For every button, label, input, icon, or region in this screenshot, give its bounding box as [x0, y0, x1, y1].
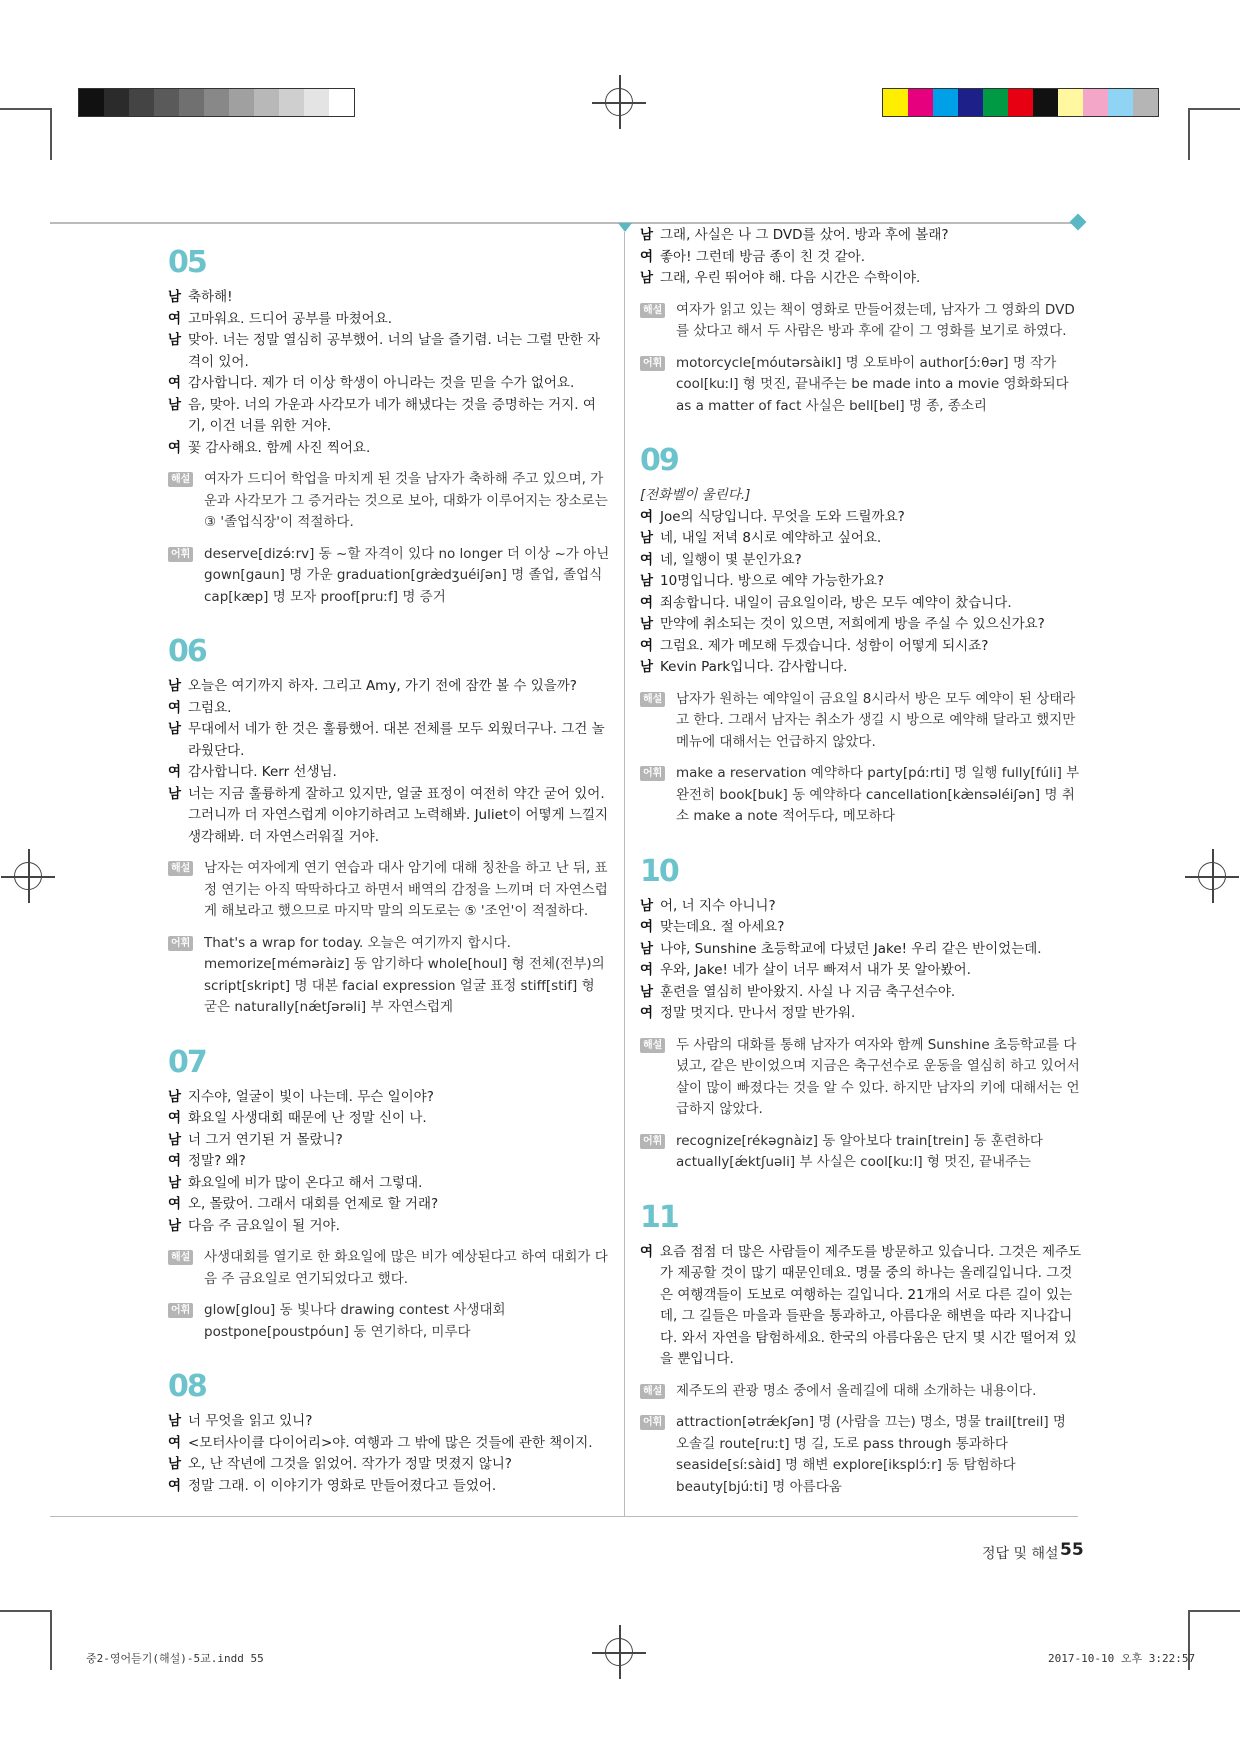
vocab-tag: 어휘: [640, 1134, 665, 1149]
explanation: [168, 1247, 610, 1290]
section-08: [640, 225, 1082, 417]
slug-filename: 중2-영어듣기(해설)-5교.indd 55: [86, 1652, 264, 1665]
stage-direction: [전화벨이 울린다.]: [640, 487, 751, 503]
dialogue-text: 좋아! 그런데 방금 종이 친 것 같아.: [660, 248, 865, 265]
vocab-tag: 어휘: [640, 1415, 665, 1430]
dialogue-text: 너 그거 연기된 거 몰랐니?: [188, 1131, 343, 1148]
crop-mark: [0, 1610, 50, 1612]
dialogue-line: [640, 593, 1082, 615]
dialogue-line: [640, 528, 1082, 550]
color-swatch: [933, 89, 958, 116]
speaker-label: 남: [640, 983, 654, 1000]
dialogue-text: 감사합니다. 제가 더 이상 학생이 아니라는 것을 믿을 수가 없어요.: [188, 375, 575, 391]
dialogue-line: [168, 1216, 610, 1238]
speaker-label: 남: [168, 678, 182, 694]
dialogue: [168, 1087, 610, 1238]
color-swatch: [79, 89, 104, 116]
dialogue-text: 정말 멋지다. 만나서 정말 반가워.: [660, 1005, 856, 1021]
speaker-label: 여: [168, 1110, 182, 1126]
explanation: [640, 1035, 1082, 1121]
registration-mark: [1198, 862, 1226, 890]
dialogue-text: 정말 그래. 이 이야기가 영화로 만들어졌다고 들었어.: [188, 1477, 497, 1494]
page-number: 55: [1060, 1540, 1084, 1560]
crop-mark: [50, 108, 52, 160]
speaker-label: 여: [640, 508, 654, 525]
speaker-label: 남: [168, 721, 182, 737]
explanation-text: 남자가 원하는 예약일이 금요일 8시라서 방은 모두 예약이 된 상태라고 한다. 그래서 남자는 취소가 생길 시 방으로 예약해 달라고 했지만 메뉴에 대해서는 언급하지 않았다.: [676, 690, 1076, 750]
color-swatch: [129, 89, 154, 116]
section-number: 09: [640, 443, 678, 478]
dialogue-line: [168, 1173, 610, 1195]
dialogue-line: [168, 1454, 610, 1476]
dialogue-line: [640, 939, 1082, 961]
color-swatch: [983, 89, 1008, 116]
color-swatch: [908, 89, 933, 116]
dialogue-text: Kevin Park입니다. 감사합니다.: [660, 659, 848, 675]
explanation-tag: 해설: [640, 1384, 665, 1399]
vocab-tag: 어휘: [168, 936, 193, 951]
speaker-label: 남: [168, 1217, 182, 1234]
dialogue-line: [168, 373, 610, 395]
speaker-label: 남: [168, 396, 182, 413]
vocab-text: That's a wrap for today. 오늘은 여기까지 합시다. memorize[méməràiz] 동 암기하다 whole[houl] 형 전체(전부)의 script[skript] 명 대본 facial expression 얼굴 표정 stiff[stif] 형 굳은 naturally[nǽtʃərəli] 부 자연스럽게: [204, 934, 605, 1015]
vocabulary: [640, 1131, 1082, 1174]
top-rule: [50, 222, 1078, 224]
dialogue-text: 그럼요.: [188, 699, 232, 716]
dialogue-text: 네, 일행이 몇 분인가요?: [660, 551, 802, 568]
vocab-tag: 어휘: [640, 766, 665, 781]
section-number: 05: [168, 245, 206, 280]
dialogue-line: [640, 1242, 1082, 1371]
color-swatch: [1133, 89, 1158, 116]
dialogue: [640, 507, 1082, 679]
speaker-label: 남: [640, 616, 654, 632]
dialogue-line: [168, 287, 610, 309]
speaker-label: 여: [168, 375, 182, 391]
color-swatch: [279, 89, 304, 116]
dialogue-text: Joe의 식당입니다. 무엇을 도와 드릴까요?: [660, 508, 905, 525]
section-number: 11: [640, 1199, 678, 1235]
vocab-text: recognize[rékəgnàiz] 동 알아보다 train[trein] 동 훈련하다 actually[ǽktʃuəli] 부 사실은 cool[kuːl] 형 멋진, 끝내주는: [676, 1132, 1043, 1170]
dialogue-line: [168, 1433, 610, 1455]
dialogue-text: 10명입니다. 방으로 예약 가능한가요?: [660, 573, 885, 589]
dialogue-line: [640, 636, 1082, 658]
dialogue-line: [168, 1108, 610, 1130]
color-swatch: [1008, 89, 1033, 116]
speaker-label: 남: [168, 289, 182, 305]
dialogue-line: [168, 395, 610, 438]
dialogue-line: [640, 657, 1082, 679]
vocabulary: [168, 1300, 610, 1343]
dialogue-text: 지수야, 얼굴이 빛이 나는데. 무슨 일이야?: [188, 1088, 434, 1105]
dialogue: [168, 1411, 610, 1497]
dialogue-line: [168, 1411, 610, 1433]
explanation-text: 남자는 여자에게 연기 연습과 대사 암기에 대해 칭찬을 하고 난 뒤, 표정 연기는 아직 딱딱하다고 하면서 배역의 감정을 느끼며 더 자연스럽게 해보라고 했으므로 마지막 말의 의도로는 ⑤ '조언'이 적절하다.: [204, 860, 608, 919]
vocab-text: glow[glou] 동 빛나다 drawing contest 사생대회 postpone[poustpóun] 동 연기하다, 미루다: [204, 1302, 506, 1340]
color-swatch: [329, 89, 354, 116]
section-10: [640, 854, 1082, 1174]
crop-mark: [1188, 1610, 1240, 1612]
speaker-label: 남: [168, 1088, 182, 1105]
speaker-label: 여: [640, 1005, 654, 1021]
dialogue-text: 우와, Jake! 네가 살이 너무 빠져서 내가 못 알아봤어.: [660, 962, 971, 978]
vocabulary: [168, 544, 610, 609]
dialogue-text: 그래, 우린 뛰어야 해. 다음 시간은 수학이야.: [660, 270, 921, 286]
speaker-label: 여: [168, 439, 182, 456]
dialogue-line: [640, 982, 1082, 1004]
vocabulary: [640, 353, 1082, 418]
dialogue-line: [640, 507, 1082, 529]
right-column: [640, 227, 1082, 1524]
speaker-label: 여: [168, 1434, 182, 1451]
explanation: [168, 469, 610, 534]
dialogue-text: 화요일에 비가 많이 온다고 해서 그렇대.: [188, 1174, 423, 1191]
dialogue-line: [640, 571, 1082, 593]
speaker-label: 남: [168, 1131, 182, 1148]
vocab-text: motorcycle[móutərsàikl] 명 오토바이 author[ɔ́ːθər] 명 작가 cool[kuːl] 형 멋진, 끝내주는 be made into a movie 영화화되다 as a matter of fact 사실은 bell[bel] 명 종, 종소리: [676, 354, 1069, 414]
registration-mark: [605, 88, 633, 116]
explanation-tag: 해설: [640, 1038, 665, 1053]
dialogue-line: [168, 309, 610, 331]
color-swatch: [179, 89, 204, 116]
speaker-label: 남: [168, 785, 182, 802]
dialogue-text: 그래, 사실은 나 그 DVD를 샀어. 방과 후에 볼래?: [660, 227, 949, 243]
dialogue-text: 그럼요. 제가 메모해 두겠습니다. 성함이 어떻게 되시죠?: [660, 637, 989, 654]
dialogue-text: 꽃 감사해요. 함께 사진 찍어요.: [188, 439, 371, 456]
speaker-label: 여: [640, 919, 654, 935]
dialogue-text: <모터사이클 다이어리>야. 여행과 그 밖에 많은 것들에 관한 책이지.: [188, 1434, 593, 1451]
dialogue-text: 너 무엇을 읽고 있니?: [188, 1413, 313, 1429]
dialogue: [640, 225, 1082, 290]
dialogue-line: [168, 719, 610, 762]
dialogue-text: 죄송합니다. 내일이 금요일이라, 방은 모두 예약이 찼습니다.: [660, 594, 1012, 611]
color-swatch: [1058, 89, 1083, 116]
dialogue: [168, 287, 610, 459]
dialogue-line: [640, 917, 1082, 939]
speaker-label: 여: [168, 699, 182, 716]
explanation: [640, 300, 1082, 343]
dialogue-line: [168, 784, 610, 849]
vocabulary: [640, 1412, 1082, 1498]
speaker-label: 남: [168, 1413, 182, 1429]
crop-mark: [1188, 108, 1240, 110]
crop-mark: [50, 1610, 52, 1670]
vocab-text: deserve[dizə́ːrv] 동 ~할 자격이 있다 no longer 더 이상 ~가 아닌 gown[gaun] 명 가운 graduation[græ̀dʒuéiʃən] 명 졸업, 졸업식 cap[kæp] 명 모자 proof[pruːf] 명 증거: [204, 545, 610, 605]
vocab-tag: 어휘: [640, 356, 665, 371]
dialogue-text: 음, 맞아. 너의 가운과 사각모가 네가 해냈다는 것을 증명하는 거지. 여기, 이건 너를 위한 거야.: [188, 396, 596, 434]
dialogue-line: [168, 762, 610, 784]
dialogue-line: [168, 698, 610, 720]
section-number: 06: [168, 634, 206, 669]
explanation-text: 여자가 읽고 있는 책이 영화로 만들어졌는데, 남자가 그 영화의 DVD를 샀다고 해서 두 사람은 방과 후에 같이 그 영화를 보기로 하였다.: [676, 301, 1075, 339]
dialogue-line: [168, 1151, 610, 1173]
dialogue-line: [640, 614, 1082, 636]
left-column: [168, 245, 610, 1497]
color-swatch: [254, 89, 279, 116]
explanation: [640, 689, 1082, 754]
dialogue-text: 무대에서 네가 한 것은 훌륭했어. 대본 전체를 모두 외웠더구나. 그건 놀라웠단다.: [188, 721, 605, 759]
speaker-label: 남: [640, 227, 654, 243]
speaker-label: 남: [640, 940, 654, 957]
dialogue-text: 화요일 사생대회 때문에 난 정말 신이 나.: [188, 1110, 427, 1126]
dialogue-line: [168, 1194, 610, 1216]
explanation-text: 여자가 드디어 학업을 마치게 된 것을 남자가 축하해 주고 있으며, 가운과 사각모가 그 증거라는 것으로 보아, 대화가 이루어지는 장소로는 ③ '졸업식장'이 적절하다.: [204, 471, 608, 530]
color-swatch: [204, 89, 229, 116]
section-number: 07: [168, 1044, 206, 1080]
speaker-label: 여: [168, 1153, 182, 1169]
dialogue-text: 네, 내일 저녁 8시로 예약하고 싶어요.: [660, 530, 882, 546]
explanation: [168, 858, 610, 923]
registration-mark: [14, 862, 42, 890]
explanation: [640, 1381, 1082, 1403]
speaker-label: 여: [168, 764, 182, 780]
crop-mark: [0, 108, 50, 110]
explanation-tag: 해설: [168, 861, 193, 876]
dialogue-text: 오늘은 여기까지 하자. 그리고 Amy, 가기 전에 잠깐 볼 수 있을까?: [188, 678, 577, 694]
explanation-tag: 해설: [168, 1250, 193, 1265]
speaker-label: 남: [640, 659, 654, 675]
vocab-tag: 어휘: [168, 547, 193, 562]
dialogue-text: 훈련을 열심히 받아왔지. 사실 나 지금 축구선수야.: [660, 983, 956, 1000]
speaker-label: 남: [640, 530, 654, 546]
color-swatch: [1083, 89, 1108, 116]
column-marker: [618, 223, 632, 232]
dialogue-line: [168, 438, 610, 460]
speaker-label: 여: [640, 1243, 654, 1260]
color-swatch: [1108, 89, 1133, 116]
speaker-label: 여: [640, 248, 654, 265]
footer-title: 정답 및 해설: [982, 1546, 1059, 1562]
speaker-label: 여: [168, 310, 182, 327]
crop-mark: [1188, 108, 1190, 160]
speaker-label: 여: [640, 594, 654, 611]
vocabulary: [168, 933, 610, 1019]
color-swatch: [304, 89, 329, 116]
section-09: [640, 443, 1082, 828]
speaker-label: 남: [640, 897, 654, 914]
vocabulary: [640, 763, 1082, 828]
section-08: [168, 1369, 610, 1497]
speaker-label: 여: [640, 637, 654, 654]
section-05: [168, 245, 610, 608]
explanation-text: 제주도의 관광 명소 중에서 올레길에 대해 소개하는 내용이다.: [676, 1382, 1037, 1399]
dialogue-text: 오, 몰랐어. 그래서 대회를 언제로 할 거래?: [188, 1196, 439, 1212]
dialogue-text: 어, 너 지수 아니니?: [660, 897, 776, 914]
dialogue-text: 요즘 점점 더 많은 사람들이 제주도를 방문하고 있습니다. 그것은 제주도가 제공할 것이 많기 때문인데요. 명물 중의 하나는 올레길입니다. 그것은 여행객들이 도보로 여행하는 길입니다. 21개의 서로 다른 길이 있는데, 그 길들은 마을과 들판을 통과하고, 아름다운 해변을 따라 지나갑니다. 와서 자연을 탐험하세요. 한국의 아름다움은 단지 몇 시간 떨어져 있을 뿐입니다.: [660, 1243, 1082, 1367]
section-11: [640, 1200, 1082, 1499]
process-color-bar: [882, 88, 1159, 117]
dialogue-text: 축하해!: [188, 289, 233, 305]
dialogue-line: [640, 960, 1082, 982]
color-swatch: [1033, 89, 1058, 116]
color-swatch: [154, 89, 179, 116]
dialogue-line: [168, 1130, 610, 1152]
dialogue-text: 만약에 취소되는 것이 있으면, 저희에게 방을 주실 수 있으신가요?: [660, 616, 1045, 632]
section-number: 10: [640, 853, 678, 889]
dialogue-text: 감사합니다. Kerr 선생님.: [188, 764, 337, 780]
dialogue-line: [168, 1476, 610, 1498]
speaker-label: 여: [168, 1196, 182, 1212]
vocab-text: make a reservation 예약하다 party[pɑ́ːrti] 명 일행 fully[fúli] 부 완전히 book[buk] 동 예약하다 cancellation[kæ̀nsəléiʃən] 명 취소 make a note 적어두다, 메모하다: [676, 765, 1080, 824]
column-divider: [624, 232, 625, 1517]
explanation-tag: 해설: [640, 303, 665, 318]
dialogue-text: 나야, Sunshine 초등학교에 다녔던 Jake! 우리 같은 반이었는데.: [660, 940, 1042, 957]
dialogue-text: 고마워요. 드디어 공부를 마쳤어요.: [188, 310, 393, 327]
dialogue-text: 정말? 왜?: [188, 1153, 246, 1169]
speaker-label: 남: [640, 270, 654, 286]
dialogue-text: 맞는데요. 절 아세요?: [660, 919, 785, 935]
dialogue-line: [640, 225, 1082, 247]
speaker-label: 남: [168, 1456, 182, 1472]
section-07: [168, 1045, 610, 1344]
dialogue-line: [640, 247, 1082, 269]
explanation-text: 사생대회를 열기로 한 화요일에 많은 비가 예상된다고 하여 대회가 다음 주 금요일로 연기되었다고 했다.: [204, 1249, 608, 1287]
speaker-label: 남: [168, 1174, 182, 1191]
color-swatch: [229, 89, 254, 116]
section-number: 08: [168, 1369, 206, 1404]
dialogue-text: 다음 주 금요일이 될 거야.: [188, 1217, 340, 1234]
gray-color-bar: [78, 88, 355, 117]
dialogue-line: [640, 268, 1082, 290]
vocab-tag: 어휘: [168, 1303, 193, 1318]
speaker-label: 여: [640, 551, 654, 568]
dialogue-line: [168, 330, 610, 373]
dialogue-line: [168, 1087, 610, 1109]
explanation-text: 두 사람의 대화를 통해 남자가 여자와 함께 Sunshine 초등학교를 다녔고, 같은 반이었으며 지금은 축구선수로 운동을 열심히 하고 있어서 살이 많이 빠졌다는 것을 알 수 있다. 하지만 남자의 키에 대해서는 언급하지 않았다.: [676, 1036, 1080, 1117]
color-swatch: [104, 89, 129, 116]
dialogue-line: [640, 550, 1082, 572]
speaker-label: 남: [168, 332, 182, 348]
dialogue-line: [168, 676, 610, 698]
section-06: [168, 634, 610, 1019]
color-swatch: [958, 89, 983, 116]
slug-timestamp: 2017-10-10 오후 3:22:57: [1048, 1652, 1196, 1665]
dialogue-text: 너는 지금 훌륭하게 잘하고 있지만, 얼굴 표정이 여전히 약간 굳어 있어. 그러니까 더 자연스럽게 이야기하려고 노력해봐. Juliet이 어떻게 느낄지 생각해봐. 더 자연스러워질 거야.: [188, 785, 609, 845]
explanation-tag: 해설: [168, 472, 193, 487]
dialogue-text: 맞아. 너는 정말 열심히 공부했어. 너의 날을 즐기렴. 너는 그럴 만한 자격이 있어.: [188, 332, 601, 370]
speaker-label: 남: [640, 573, 654, 589]
dialogue-line: [640, 1003, 1082, 1025]
dialogue: [168, 676, 610, 848]
explanation-tag: 해설: [640, 692, 665, 707]
dialogue: [640, 896, 1082, 1025]
speaker-label: 여: [168, 1477, 182, 1494]
dialogue-line: [640, 896, 1082, 918]
registration-mark: [605, 1638, 633, 1666]
speaker-label: 여: [640, 962, 654, 978]
dialogue: [640, 1242, 1082, 1371]
dialogue-text: 오, 난 작년에 그것을 읽었어. 작가가 정말 멋졌지 않니?: [188, 1456, 512, 1472]
color-swatch: [883, 89, 908, 116]
vocab-text: attraction[ətrǽkʃən] 명 (사람을 끄는) 명소, 명물 trail[treil] 명 오솔길 route[ruːt] 명 길, 도로 pass through 통과하다 seaside[síːsàid] 명 해변 explore[iksplɔ́ːr] 동 탐험하다 beauty[bjúːti] 명 아름다움: [676, 1414, 1066, 1495]
